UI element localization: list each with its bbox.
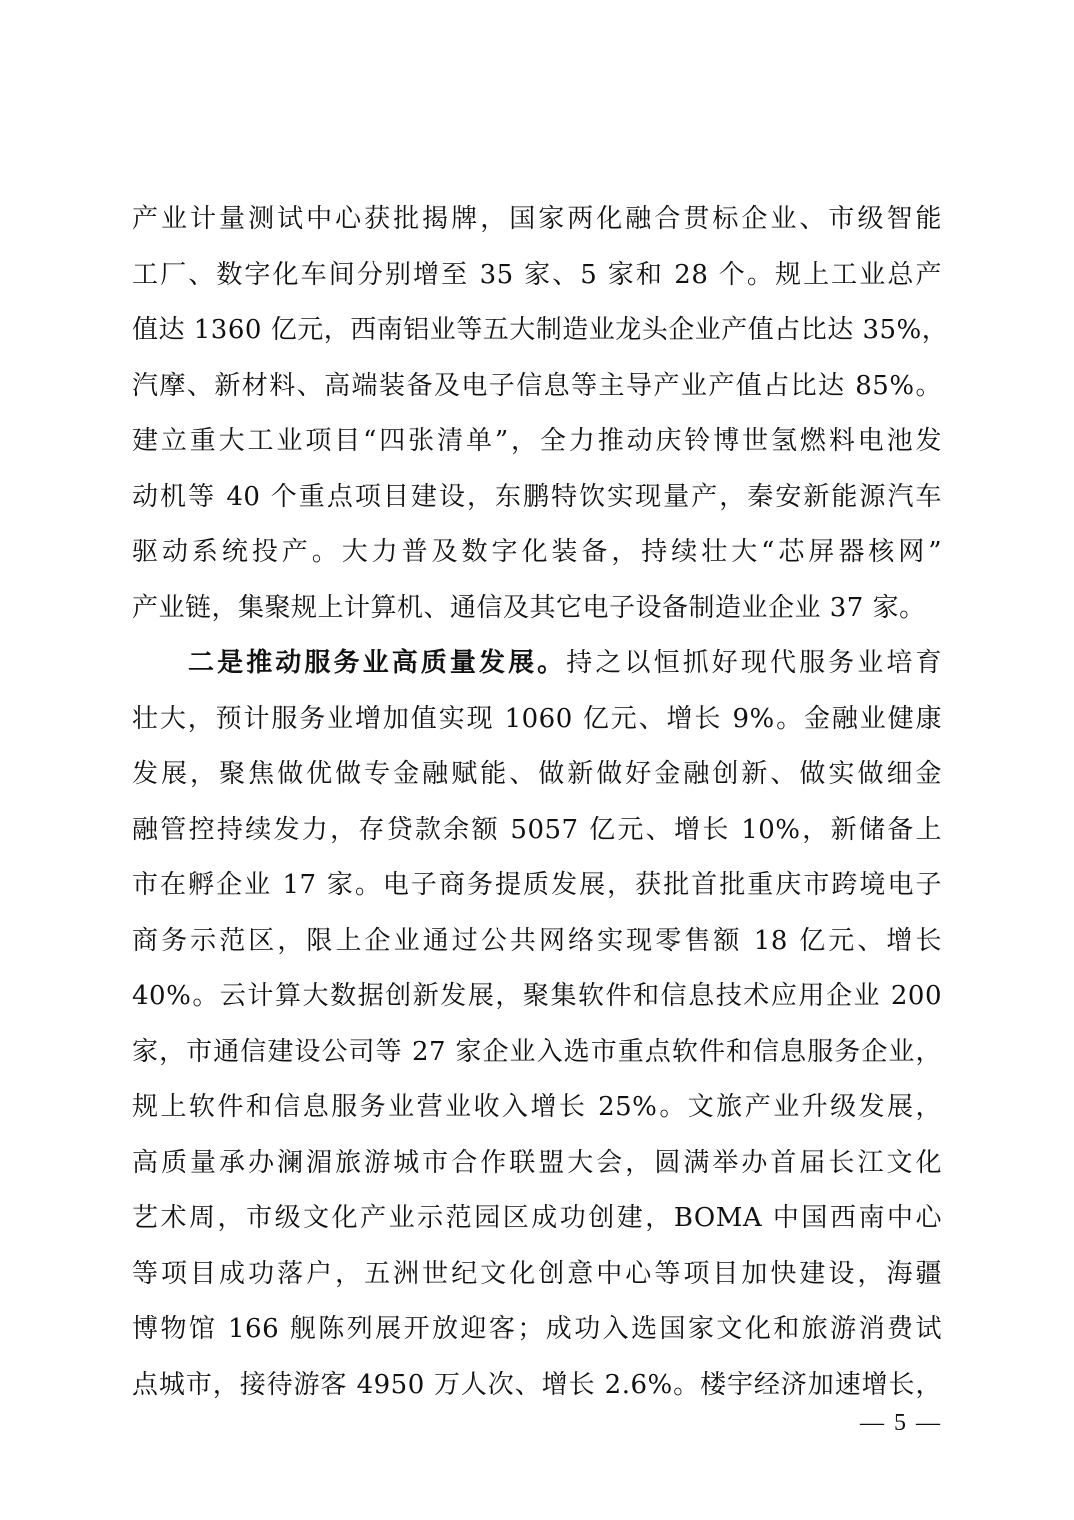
paragraph-first-line-rest: 持之以恒抓好现代服务业培育 [566,648,942,678]
text-line: 汽摩、新材料、高端装备及电子信息等主导产业产值占比达 85%。 [132,370,942,401]
text-line: 工厂、数字化车间分别增至 35 家、5 家和 28 个。规上工业总产 [132,259,942,290]
text-line: 40%。云计算大数据创新发展，聚集软件和信息技术应用企业 200 [132,981,942,1011]
text-line: 建立重大工业项目“四张清单”，全力推动庆铃博世氢燃料电池发 [132,426,942,456]
text-line: 规上软件和信息服务业营业收入增长 25%。文旅产业升级发展， [132,1092,942,1122]
text-line: 家，市通信建设公司等 27 家企业入选市重点软件和信息服务企业， [132,1036,942,1067]
text-line: 壮大，预计服务业增加值实现 1060 亿元、增长 9%。金融业健康 [132,703,942,734]
text-line: 动机等 40 个重点项目建设，东鹏特饮实现量产，秦安新能源汽车 [132,481,942,512]
text-line: 产业链，集聚规上计算机、通信及其它电子设备制造业企业 37 家。 [132,592,926,623]
text-line: 高质量承办澜湄旅游城市合作联盟大会，圆满举办首届长江文化 [132,1147,942,1178]
text-line: 等项目成功落户，五洲世纪文化创意中心等项目加快建设，海疆 [132,1258,942,1289]
text-line: 艺术周，市级文化产业示范园区成功创建，BOMA 中国西南中心 [132,1203,942,1233]
body-text [132,192,949,1413]
text-line: 融管控持续发力，存贷款余额 5057 亿元、增长 10%，新储备上 [132,814,942,845]
page-number: — 5 — [860,1410,942,1436]
text-line: 发展，聚焦做优做专金融赋能、做新做好金融创新、做实做细金 [132,759,942,789]
text-line: 值达 1360 亿元，西南铝业等五大制造业龙头企业产值占比达 35%， [132,315,949,345]
text-line: 点城市，接待游客 4950 万人次、增长 2.6%。楼宇经济加速增长， [132,1369,942,1400]
text-line: 市在孵企业 17 家。电子商务提质发展，获批首批重庆市跨境电子 [132,870,942,900]
paragraph-first-line [132,636,942,692]
text-line: 驱动系统投产。大力普及数字化装备，持续壮大“芯屏器核网” [132,537,942,567]
text-line: 商务示范区，限上企业通过公共网络实现零售额 18 亿元、增长 [132,925,942,956]
text-line: 博物馆 166 舰陈列展开放迎客；成功入选国家文化和旅游消费试 [132,1314,942,1344]
paragraph-heading: 二是推动服务业高质量发展。 [188,648,567,678]
text-line: 产业计量测试中心获批揭牌，国家两化融合贯标企业、市级智能 [132,204,942,234]
